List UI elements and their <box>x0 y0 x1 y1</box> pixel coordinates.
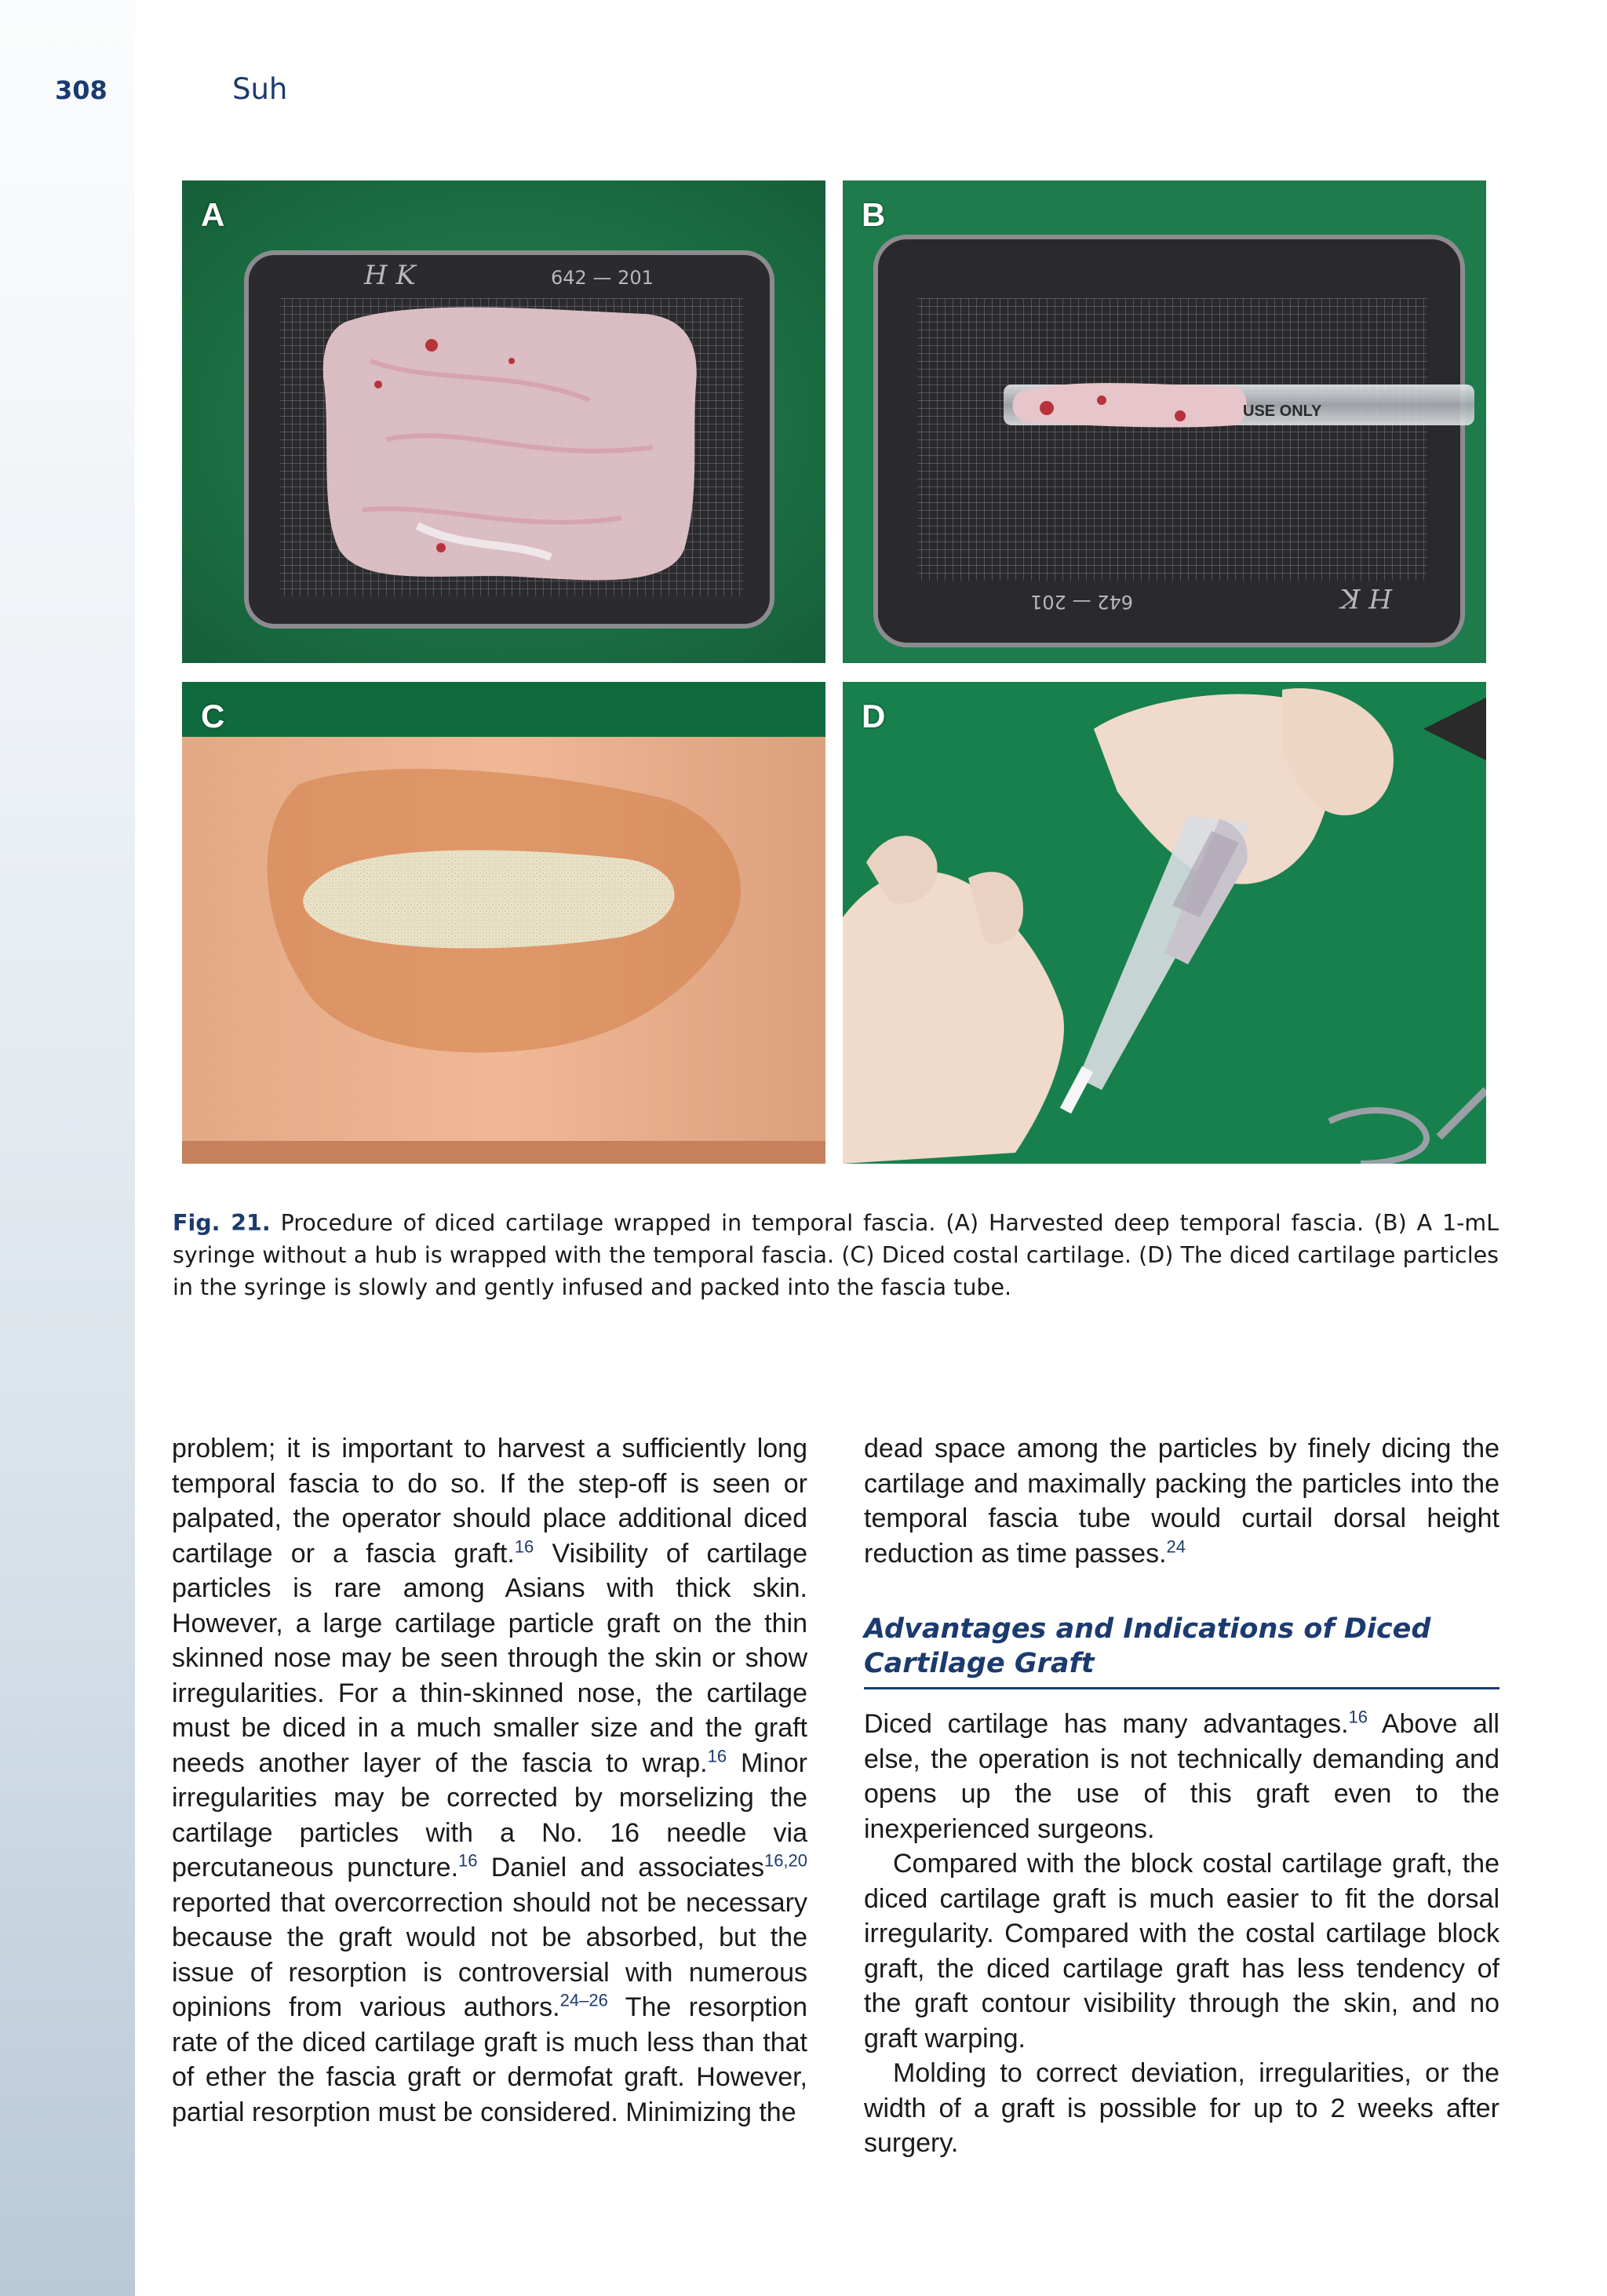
figure-panel-a <box>182 180 825 663</box>
citation-ref[interactable]: 24 <box>1166 1536 1186 1557</box>
panel-label-a: A <box>201 196 225 233</box>
figure-panel-b <box>843 180 1486 663</box>
text-run: Daniel and associates <box>477 1853 764 1882</box>
fascia-on-plate-photo <box>182 180 825 663</box>
citation-ref[interactable]: 16 <box>1348 1707 1368 1727</box>
text-run: The resorption rate of the diced cartilage graft is much less than that of ether the fascia graft or dermofat graft. However, partial resorption must be considered. Minimizing the <box>172 1992 808 2127</box>
running-head: Suh <box>232 72 288 106</box>
panel-label-d: D <box>862 698 886 734</box>
section-heading: Advantages and Indications of Diced Cartilage Graft <box>864 1612 1500 1689</box>
left-paragraph <box>172 1431 807 2130</box>
right-paragraph-continuation <box>864 1431 1500 1571</box>
plate-model-rotated: 642 — 201 <box>1030 591 1133 613</box>
figure-caption <box>173 1207 1499 1303</box>
right-column <box>864 1431 1500 2161</box>
plate-model: 642 — 201 <box>551 267 654 289</box>
infusion-into-fascia-tube-photo <box>843 682 1486 1164</box>
right-paragraph: Molding to correct deviation, irregularities, or the width of a graft is possible for up to 2 weeks after surgery. <box>864 2058 1500 2158</box>
margin-strip <box>0 0 135 2296</box>
figure-panel-c <box>182 682 825 1164</box>
left-column <box>172 1431 807 2130</box>
right-paragraph: Compared with the block costal cartilage graft, the diced cartilage graft is much easier to fit the dorsal irregularity. Compared with the costal cartilage block graft, the diced cartilage graft has less tendency of the graft contour visibility through the skin, and no graft warping. <box>864 1849 1500 2054</box>
figure-label: Fig. 21. <box>173 1210 271 1236</box>
citation-ref[interactable]: 16 <box>514 1536 534 1557</box>
panel-label-b: B <box>862 196 886 233</box>
text-run: problem; it is important to harvest a sufficiently long temporal fascia to do so. If the step-off is seen or palpated, the operator should place additional diced cartilage or a fascia graft. <box>172 1434 807 1569</box>
text-run: Diced cartilage has many advantages. <box>864 1709 1349 1739</box>
diced-cartilage-photo <box>182 682 825 1164</box>
panel-label-c: C <box>201 698 225 734</box>
citation-ref[interactable]: 16 <box>458 1850 478 1871</box>
text-run: Minor irregularities may be corrected by morselizing the cartilage particles with a No. 16 needle via percutaneous puncture. <box>172 1748 807 1882</box>
figure-caption-text: Procedure of diced cartilage wrapped in temporal fascia. (A) Harvested deep temporal fascia. (B) A 1-mL syringe without a hub is wrapped with the temporal fascia. (C) Diced costal cartilage. (D) The diced cartilage particles in the syringe is slowly and gently infused and packed into the fascia tube. <box>173 1210 1499 1300</box>
text-run: Above all else, the operation is not technically demanding and opens up the use of this graft even to the inexperienced surgeons. <box>864 1709 1500 1844</box>
figure-panel-d <box>843 682 1486 1164</box>
right-paragraph <box>864 1707 1500 1846</box>
text-run: Visibility of cartilage particles is rare among Asians with thick skin. However, a large cartilage particle graft on the thin skinned nose may be seen through the skin or show irregularities. For a thin-skinned nose, the cartilage must be diced in a much smaller size and the graft needs another layer of the fascia to wrap. <box>172 1538 807 1778</box>
citation-ref[interactable]: 16,20 <box>763 1850 808 1871</box>
citation-ref[interactable]: 16 <box>707 1746 727 1766</box>
text-run: reported that overcorrection should not be necessary because the graft would not be absorbed, but the issue of resorption is controversial with numerous opinions from various authors. <box>172 1887 807 2022</box>
plate-brand-rotated: H K <box>1340 582 1392 614</box>
syringe-wrapped-photo <box>843 180 1486 663</box>
syringe-label: USE ONLY <box>1243 403 1322 420</box>
page-number: 308 <box>55 75 107 105</box>
citation-ref[interactable]: 24–26 <box>559 1990 608 2010</box>
plate-brand: H K <box>364 260 416 291</box>
text-run: dead space among the particles by finely dicing the cartilage and maximally packing the particles into the temporal fascia tube would curtail dorsal height reduction as time passes. <box>864 1434 1500 1569</box>
